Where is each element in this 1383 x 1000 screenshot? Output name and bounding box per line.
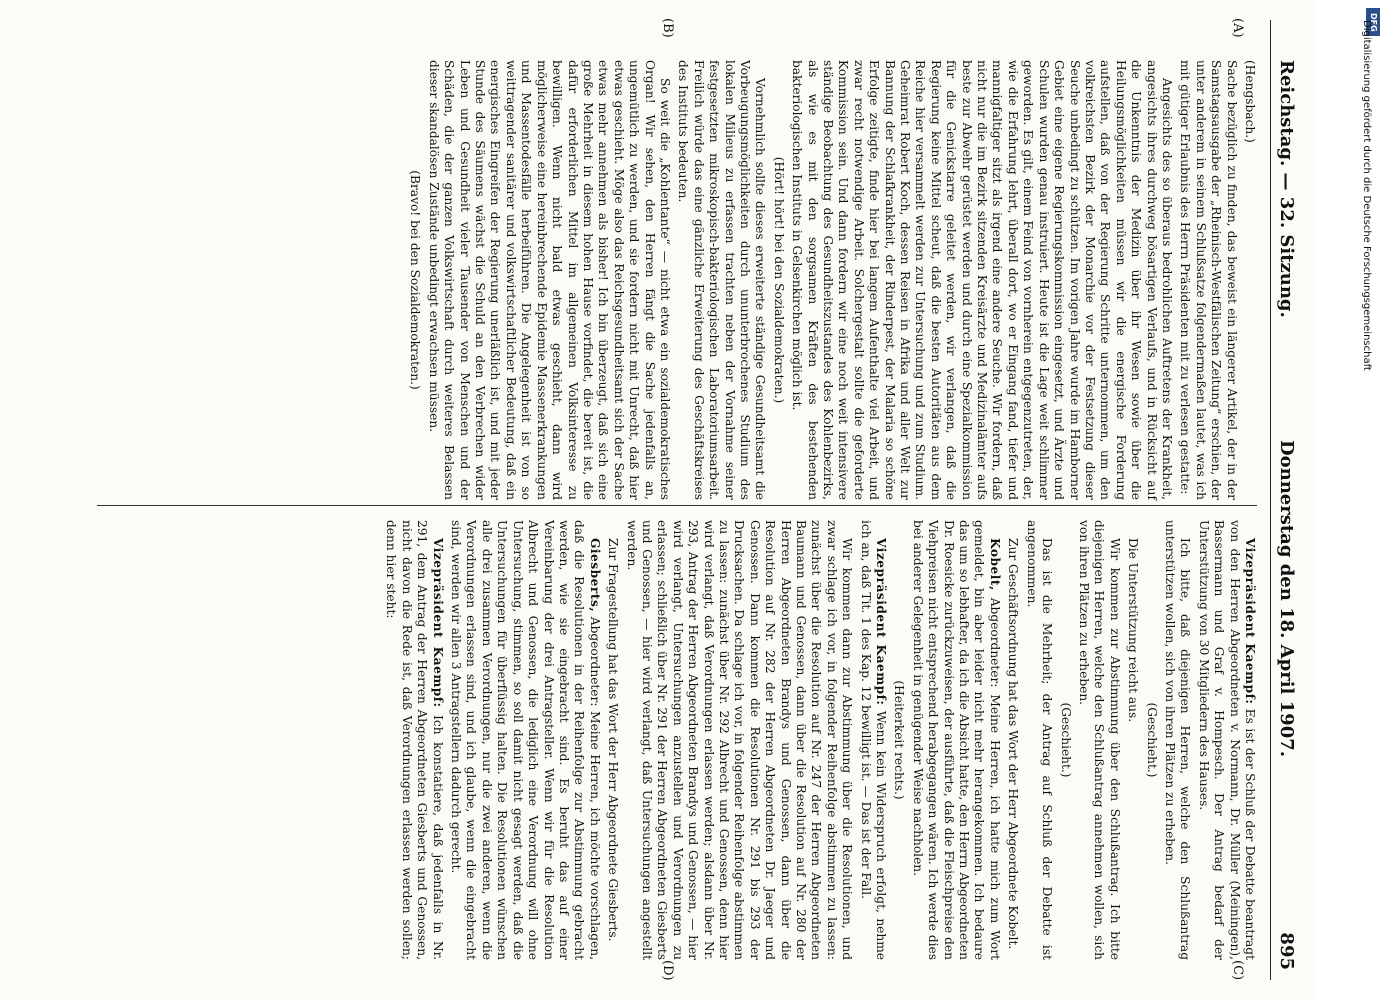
speech-text: Abgeordneter: Meine Herren, ich möchte vorschlagen, daß die Resolutionen in der Reihenfolge zur Abstimmung gebracht werden, wie sie eingebracht sind. Es beruht das auf einer Vereinbarung der drei Antragsteller. Wenn wir für die Resolution Albrecht und Genossen, die lediglich eine Verordnung will ohne Untersuchung, stimmen, so soll damit nicht gesagt werden, daß die Untersuchungen für überflüssig halten. Die Resolutionen wünschen alle drei zusammen Verordnungen, nur die zwei anderen, wenn die Verordnungen erlassen sind, und ich glaube, wenn die eingebracht sind, werden wir allen 3 Antragstellern dadurch gerecht. <box>449 520 602 960</box>
paragraph <box>448 520 602 960</box>
paragraph <box>857 520 888 960</box>
paragraph: So weit die „Kohlentante“ — nicht etwa ein sozialdemokratisches Organ! Wir sehen, den Herren fängt die Sache jedenfalls an, ungemütlich zu werden, und sie fordern nicht mit Unrecht, daß hier etwas geschieht. Möge also das Reichsgesundheitsamt sich der Sache etwas mehr annehmen als bisher! Ich bin überzeugt, daß sich eine große Mehrheit in diesem hohen Hause vorfindet, die bereit ist, die dafür erforderlichen Mittel im allgemeinen Volksinteresse zu bewilligen. Wenn nicht bald etwas geschieht, dann wird möglicherweise eine hereinbrechende Epidemie Massenerkrankungen und Massentodesfälle herbeiführen. Die Angelegenheit ist von so weittragender sanitärer und volkswirtschaftlicher Bedeutung, daß ein energisches Eingreifen der Regierung unerläßlich ist, und mit jeder Stunde des Säumens wächst die Schuld an den Verbrechen wider Leben und Gesundheit vieler Tausender von Menschen und der Schäden, die der ganzen Volkswirtschaft durch weiteres Belassen dieser skandalösen Zustände unbedingt erwachsen müssen. <box>426 60 672 500</box>
speech-text: Es ist der Schluß der Debatte beantragt von den Herren Abgeordneten v. Normann, Dr. Müller (Meiningen), Bassermann und Graf v. Hompesch. Der Antrag bedarf der Unterstützung von 30 Mitgliedern des Hauses. <box>1196 520 1257 961</box>
paragraph: Sache bezüglich zu finden, das beweist ein längerer Artikel, der in der Samstagsausgabe der „Rheinisch-Westfälischen Zeitung“ erschien, der unter anderem in seinem Schlußsatze folgendermaßen lautet, was ich mit gütiger Erlaubnis des Herrn Präsidenten mit zu verlesen gestatte: <box>1178 60 1239 500</box>
paragraph: Das ist die Mehrheit; der Antrag auf Schluß der Debatte ist angenommen. <box>1024 520 1055 960</box>
right-column <box>380 520 1257 960</box>
dfg-logo: DFG <box>1366 8 1380 36</box>
margin-mark-d: (D) <box>660 960 675 981</box>
speech-text: Ich konstatiere, daß jedenfalls in Nr. 291, dem Antrag der Herren Abgeordneten Giesberts und Genossen, nicht davon die Rede ist, daß Verordnungen erlassen werden sollen; denn hier steht: <box>384 520 445 961</box>
speech-text: Wenn kein Widerspruch erfolgt, nehme ich an, daß Tit. 1 des Kap. 12 bewilligt ist. — Das ist der Fall. <box>858 520 889 961</box>
interjection: (Heiterkeit rechts.) <box>892 680 907 800</box>
paragraph: Wir kommen zur Abstimmung über den Schlußantrag. Ich bitte diejenigen Herren, welche den Schlußantrag annehmen wollen, sich von ihren Plätzen zu erheben. <box>1076 520 1122 960</box>
paragraph: Ich bitte, daß diejenigen Herren, welche den Schlußantrag unterstützen wollen, sich von ihren Plätzen zu erheben. <box>1162 520 1193 960</box>
speaker-name: Vizepräsident Kaempf: <box>1243 538 1257 705</box>
speaker-continuation: (Hengsbach.) <box>1243 60 1257 143</box>
header-rule <box>1270 20 1271 980</box>
quoted-paragraph: Vornehmlich sollte dieses erweiterte ständige Gesundheitsamt die Vorbeugungsmöglichkeiten durch ununterbrochenes Studium des lokalen Milieus zu erfassen trachten neben der Vornahme seiner festgesetzten mikroskopisch-bakteriologischen Laboratoriumsarbeit. Freilich würde das eine gänzliche Erweiterung des Geschäftskreises des Instituts bedeuten. <box>676 60 768 500</box>
running-head <box>1271 20 1301 980</box>
speaker-name: Vizepräsident Kaempf: <box>874 538 889 706</box>
digitization-credit <box>1356 20 1376 1000</box>
speech-text: Abgeordneter: Meine Herren, ich hatte mich zum Wort gemeldet, bin aber leider nicht mehr herangekommen. Ich bedaure das um so lebhafter, da ich die Absicht hatte, den Herrn Abgeordneten Dr. Roesicke zurückzuweisen, der ausführte, daß die Fleischpreise den Viehpreisen nicht entsprechend herabgegangen wären. Ich werde dies bei anderer Gelegenheit in genügender Weise nachholen. <box>910 520 1002 960</box>
paragraph <box>1195 520 1257 960</box>
speaker-name: Kobelt, <box>987 538 1002 591</box>
paragraph: Zur Geschäftsordnung hat das Wort der Herr Abgeordnete Kobelt. <box>1006 538 1021 950</box>
interjection: (Hört! hört! bei den Sozialdemokraten.) <box>771 156 786 404</box>
interjection: (Geschieht.) <box>1058 702 1073 778</box>
margin-mark-a: (A) <box>1230 18 1245 38</box>
paragraph <box>383 520 445 960</box>
interjection: (Geschieht.) <box>1144 702 1159 778</box>
paragraph: Zur Fragestellung hat das Wort der Herr Abgeordnete Giesberts. <box>606 538 621 942</box>
paragraph <box>909 520 1001 960</box>
interjection: (Bravo! bei den Sozialdemokraten.) <box>408 170 423 390</box>
margin-mark-b: (B) <box>660 18 675 38</box>
credit-text: Digitalisierung gefördert durch die Deutsche Forschungsgemeinschaft <box>1361 20 1372 371</box>
paragraph: Wir kommen dann zur Abstimmung über die Resolutionen, und zwar schlage ich vor, in folgender Reihenfolge abstimmen zu lassen: zunächst über die Resolution auf Nr. 247 der Herren Abgeordneten Baumann und Genossen, dann über die Resolution auf Nr. 280 der Herren Abgeordneten Brandys und Genossen, dann über die Resolution auf Nr. 282 der Herren Abgeordneten Dr. Jaeger und Genossen. Dann kommen die Resolutionen Nr. 291 bis 293 der Drucksachen. Da schlage ich vor, in folgender Reihenfolge abstimmen zu lassen: zunächst über Nr. 292 Albrecht und Genossen, denn hier wird verlangt, daß Verordnungen erlassen werden; alsdann über Nr. 293, Antrag der Herren Abgeordneten Brandys und Genossen, — hier wird verlangt, Untersuchungen anzustellen und Verordnungen zu erlassen; schließlich über Nr. 291 der Herren Abgeordneten Giesberts und Genossen, — hier wird verlangt, daß Untersuchungen angestellt werden. <box>624 520 855 960</box>
paragraph: Die Unterstützung reicht aus. <box>1126 538 1141 723</box>
speaker-name: Giesberts, <box>587 538 602 613</box>
speaker-name: Vizepräsident Kaempf: <box>430 538 445 708</box>
left-column <box>404 60 1257 500</box>
column-divider <box>97 505 1257 506</box>
running-head-date: Donnerstag den 18. April 1907. <box>1276 440 1297 758</box>
running-head-left: Reichstag. — 32. Sitzung. <box>1276 60 1297 318</box>
quoted-paragraph: Angesichts des so überaus bedrohlichen Auftretens der Krankheit, angesichts ihres durchweg bösartigen Verlaufs, und in Rücksicht auf die Unkenntnis der Medizin über ihr Wesen sowie über die Heilungsmöglichkeiten müssen wir die energische Forderung aufstellen, daß von der Regierung Schritte unternommen, um den volkreichsten Bezirk der Monarchie vor der Festsetzung dieser Seuche unbedingt zu schützen. Im vorigen Jahre wurde im Hamborner Gebiet eine eigene Regierungskommission eingesetzt, und Ärzte und Schulen wurden genau instruiert. Heute ist die Lage weit schlimmer geworden. Es gilt, einem Feind von vornherein entgegenzutreten, der, wie die Erfahrung lehrt, überall dort, wo er Eingang fand, tiefer und mannigfaltiger sitzt als irgend eine andere Seuche. Wir fordern, daß nicht nur die im Bezirk sitzenden Kreisärzte und Medizinalämter aufs beste zur Abwehr gerüstet werden und durch eine Spezialkommission für die Genickstarre geleitet werden, wir verlangen, daß die Regierung keine Mittel scheut, daß die besten Autoritäten aus dem Reiche hier versammelt werden zur Untersuchung und zum Studium. Geheimrat Robert Koch, dessen Reisen in Afrika und aller Welt zur Bannung der Schlafkrankheit, der Rinderpest, der Malaria so schöne Erfolge zeitigte, finde hier bei langem Aufenthalte viel Arbeit, und zwar recht notwendige Arbeit. Solchergestalt sollte die geforderte Kommission sein. Und dann fordern wir eine noch weit intensivere ständige Beobachtung des Gesundheitszustandes des Kohlenbezirks, als wie es mit den sorgsamen Kräften des bestehenden bakteriologischen Instituts in Gelsenkirchen möglich ist. <box>790 60 1174 500</box>
margin-mark-c: (C) <box>1230 960 1245 981</box>
page-number: 895 <box>1276 932 1297 970</box>
